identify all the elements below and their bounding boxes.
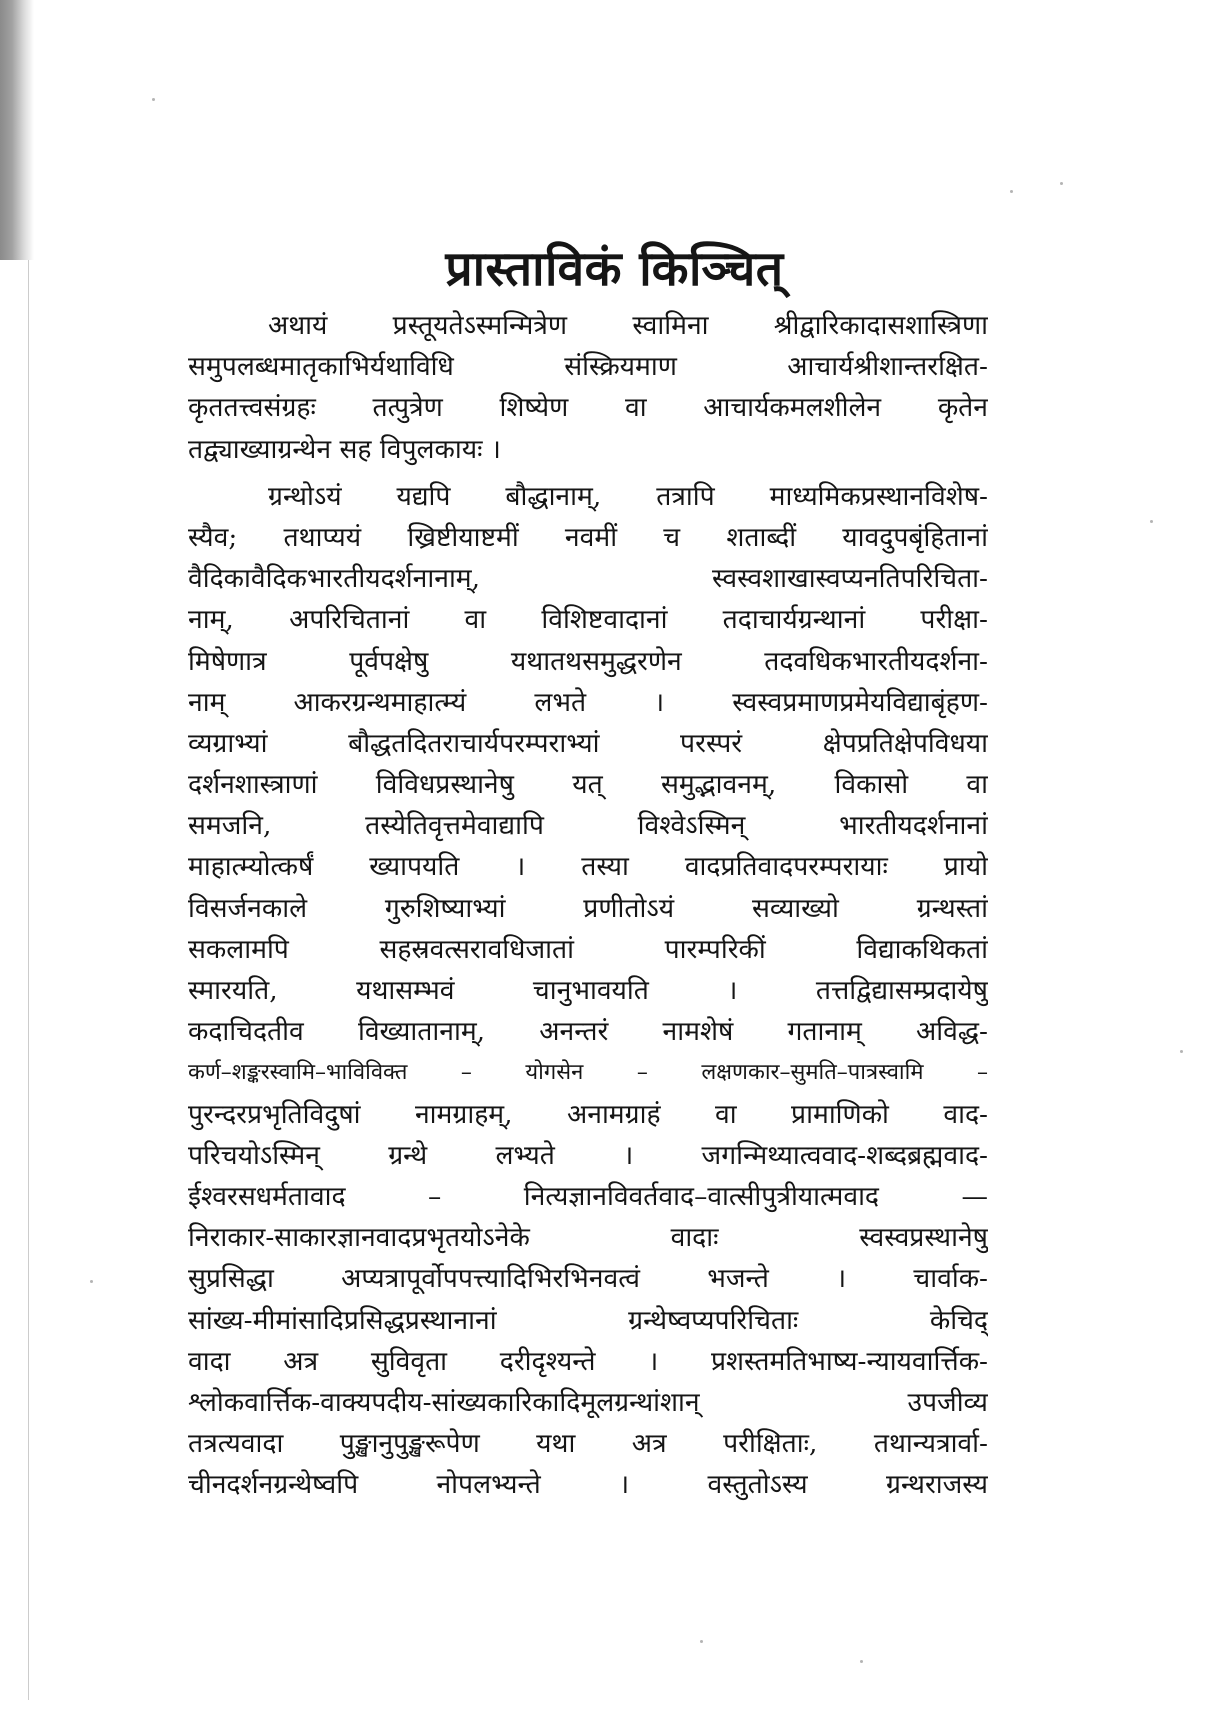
text-line: कर्ण–शङ्करस्वामि–भाविविक्त – योगसेन – लक्षणकार–सुमति–पात्रस्वामि – xyxy=(188,1060,988,1086)
scan-speck xyxy=(1150,520,1153,523)
text-line: तद्व्याख्याग्रन्थेन सह विपुलकायः । xyxy=(188,433,501,465)
page-title: प्रास्ताविकं किञ्चित् xyxy=(445,241,784,298)
text-line: चीनदर्शनग्रन्थेष्वपि नोपलभ्यन्ते । वस्तुतोऽस्य ग्रन्थराजस्य xyxy=(188,1469,988,1501)
scan-speck xyxy=(1060,182,1063,185)
text-line: कृततत्त्वसंग्रहः तत्पुत्रेण शिष्येण वा आचार्यकमलशीलेन कृतेन xyxy=(188,392,988,424)
text-line: कदाचिदतीव विख्यातानाम्, अनन्तरं नामशेषं गतानाम् अविद्ध- xyxy=(188,1016,988,1048)
text-line: तत्रत्यवादा पुङ्खानुपुङ्खरूपेण यथा अत्र परीक्षिताः, तथान्यत्रार्वा- xyxy=(188,1428,988,1460)
scan-speck xyxy=(1180,1050,1183,1053)
text-line: ग्रन्थोऽयं यद्यपि बौद्धानाम्, तत्रापि माध्यमिकप्रस्थानविशेष- xyxy=(268,480,988,512)
text-line: वैदिकावैदिकभारतीयदर्शनानाम्, स्वस्वशाखास्वप्यनतिपरिचिता- xyxy=(188,563,988,595)
text-line: पुरन्दरप्रभृतिविदुषां नामग्राहम्, अनामग्राहं वा प्रामाणिको वाद- xyxy=(188,1098,988,1130)
text-line: व्यग्राभ्यां बौद्धतदितराचार्यपरम्पराभ्यां परस्परं क्षेपप्रतिक्षेपविधया xyxy=(188,727,988,759)
page-binding-line xyxy=(28,260,29,1700)
text-line: समजनि, तस्येतिवृत्तमेवाद्यापि विश्वेऽस्मिन् भारतीयदर्शनानां xyxy=(188,810,988,842)
text-line: दर्शनशास्त्राणां विविधप्रस्थानेषु यत् समुद्भावनम्, विकासो वा xyxy=(188,769,988,801)
scan-speck xyxy=(90,1280,93,1283)
paragraph-2 xyxy=(188,476,988,1506)
text-line: सकलामपि सहस्रवत्सरावधिजातां पारम्परिकीं विद्याकथिकतां xyxy=(188,933,988,965)
scan-speck xyxy=(700,1640,703,1643)
body-text xyxy=(188,305,988,1511)
text-line: मिषेणात्र पूर्वपक्षेषु यथातथसमुद्धरणेन तदवधिकभारतीयदर्शना- xyxy=(188,645,988,677)
text-line: परिचयोऽस्मिन् ग्रन्थे लभ्यते । जगन्मिथ्यात्ववाद-शब्दब्रह्मवाद- xyxy=(188,1139,988,1171)
text-line: समुपलब्धमातृकाभिर्यथाविधि संस्क्रियमाण आचार्यश्रीशान्तरक्षित- xyxy=(188,351,988,383)
scan-speck xyxy=(860,1660,863,1663)
page-binding-edge xyxy=(0,0,34,260)
text-line: निराकार-साकारज्ञानवादप्रभृतयोऽनेके वादाः स्वस्वप्रस्थानेषु xyxy=(188,1222,988,1254)
text-line: ईश्वरसधर्मतावाद – नित्यज्ञानविवर्तवाद–वात्सीपुत्रीयात्मवाद — xyxy=(188,1180,988,1212)
text-line: सुप्रसिद्धा अप्यत्रापूर्वोपपत्त्यादिभिरभिनवत्वं भजन्ते । चार्वाक- xyxy=(188,1263,988,1295)
text-line: वादा अत्र सुविवृता दरीदृश्यन्ते । प्रशस्तमतिभाष्य-न्यायवार्त्तिक- xyxy=(188,1345,988,1377)
text-line: विसर्जनकाले गुरुशिष्याभ्यां प्रणीतोऽयं सव्याख्यो ग्रन्थस्तां xyxy=(188,892,988,924)
scan-speck xyxy=(152,98,155,101)
text-line: श्लोकवार्त्तिक-वाक्यपदीय-सांख्यकारिकादिमूलग्रन्थांशान् उपजीव्य xyxy=(188,1386,988,1418)
text-line: नाम्, अपरिचितानां वा विशिष्टवादानां तदाचार्यग्रन्थानां परीक्षा- xyxy=(188,604,988,636)
paragraph-1 xyxy=(188,305,988,470)
text-line: स्यैव; तथाप्ययं ख्रिष्टीयाष्टमीं नवमीं च शताब्दीं यावदुपबृंहितानां xyxy=(188,521,988,553)
text-line: नाम् आकरग्रन्थमाहात्म्यं लभते । स्वस्वप्रमाणप्रमेयविद्याबृंहण- xyxy=(188,686,988,718)
text-line: अथायं प्रस्तूयतेऽस्मन्मित्रेण स्वामिना श्रीद्वारिकादासशास्त्रिणा xyxy=(268,310,988,341)
text-line: माहात्म्योत्कर्षं ख्यापयति । तस्या वादप्रतिवादपरम्परायाः प्रायो xyxy=(188,851,988,883)
text-line: स्मारयति, यथासम्भवं चानुभावयति । तत्तद्विद्यासम्प्रदायेषु xyxy=(188,975,988,1006)
scan-speck xyxy=(1010,190,1013,193)
text-line: सांख्य-मीमांसादिप्रसिद्धप्रस्थानानां ग्रन्थेष्वप्यपरिचिताः केचिद् xyxy=(188,1304,988,1336)
